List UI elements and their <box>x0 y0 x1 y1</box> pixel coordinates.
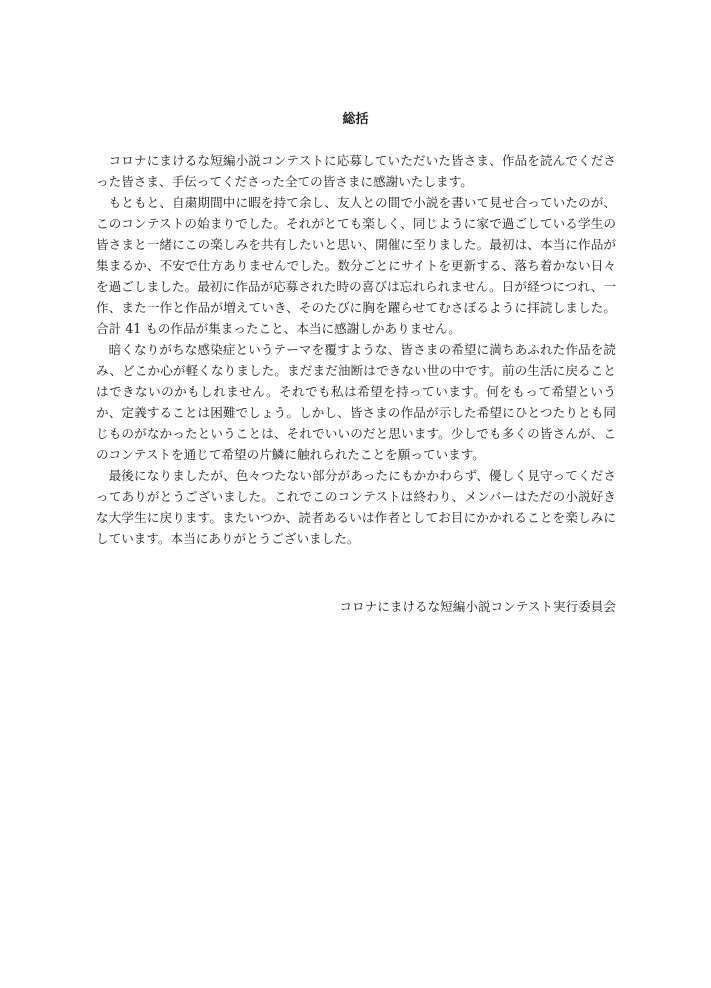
signature: コロナにまけるな短編小説コンテスト実行委員会 <box>339 599 616 614</box>
paragraph-2: もともと、自粛期間中に暇を持て余し、友人との間で小説を書いて見せ合っていたのが、このコンテストの始まりでした。それがとても楽しく、同じように家で過ごしている学生の皆さまと一緒にこの楽しみを共有したいと思い、開催に至りました。最初は、本当に作品が集まるか、不安で仕方ありませんでした。数分ごとにサイトを更新する、落ち着かない日々を過ごしました。最初に作品が応募された時の喜びは忘れられません。日が経つにつれ、一作、また一作と作品が増えていき、そのたびに胸を躍らせてむさぼるように拝読しました。合計 41 もの作品が集まったこと、本当に感謝しかありません。 <box>96 195 616 336</box>
document-title: 総括 <box>342 112 369 127</box>
paragraph-3: 暗くなりがちな感染症というテーマを覆すような、皆さまの希望に満ちあふれた作品を読み、どこか心が軽くなりました。まだまだ油断はできない世の中です。前の生活に戻ることはできないのかもしれません。それでも私は希望を持っています。何をもって希望というか、定義することは困難でしょう。しかし、皆さまの作品が示した希望にひとつたりとも同じものがなかったということは、それでいいのだと思います。少しでも多くの皆さんが、このコンテストを通じて希望の片鱗に触れられたことを願っています。 <box>96 342 616 462</box>
document-body <box>96 150 616 549</box>
paragraph-1: コロナにまけるな短編小説コンテストに応募していただいた皆さま、作品を読んでくださった皆さま、手伝ってくださった全ての皆さまに感謝いたします。 <box>96 153 616 189</box>
paragraph-4: 最後になりましたが、色々つたない部分があったにもかかわらず、優しく見守ってくださってありがとうございました。これでこのコンテストは終わり、メンバーはただの小説好きな大学生に戻ります。またいつか、読者あるいは作者としてお目にかかれることを楽しみにしています。本当にありがとうございました。 <box>96 468 616 546</box>
